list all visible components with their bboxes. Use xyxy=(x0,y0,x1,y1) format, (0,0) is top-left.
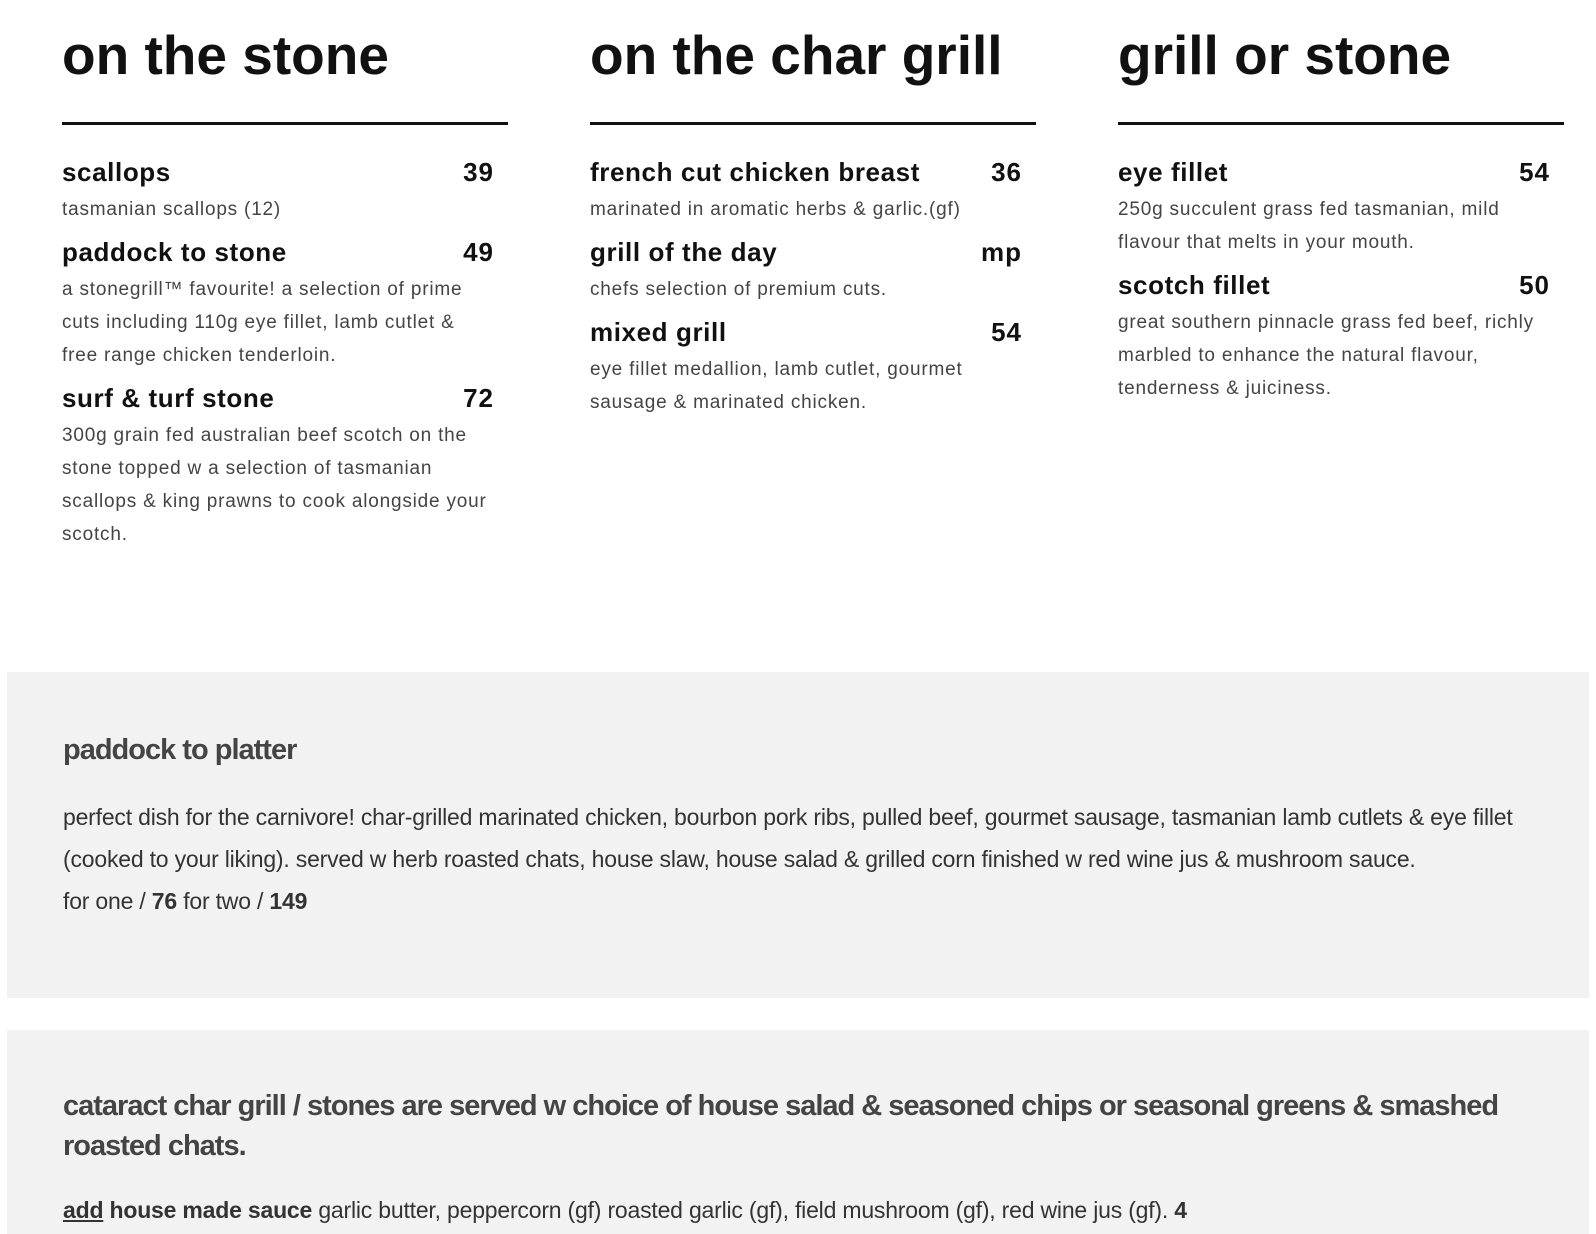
menu-column-on-the-char-grill xyxy=(590,18,1036,428)
price-one-label: for one / xyxy=(63,888,146,914)
menu-item xyxy=(590,155,1036,226)
menu-item xyxy=(1118,268,1564,405)
menu-item xyxy=(590,235,1036,306)
item-name: french cut chicken breast xyxy=(590,157,920,187)
item-description: 250g succulent grass fed tasmanian, mild flavour that melts in your mouth. xyxy=(1118,199,1500,253)
column-title: grill or stone xyxy=(1118,24,1452,86)
item-description: eye fillet medallion, lamb cutlet, gourmet sausage & marinated chicken. xyxy=(590,359,963,413)
platter-panel xyxy=(7,672,1589,998)
column-title: on the stone xyxy=(62,24,389,86)
item-price: 50 xyxy=(1519,270,1550,300)
sauce-price: 4 xyxy=(1174,1197,1187,1223)
item-price: 54 xyxy=(991,317,1022,347)
menu-column-grill-or-stone xyxy=(1118,18,1564,414)
item-price: mp xyxy=(981,237,1022,267)
menu-column-on-the-stone xyxy=(62,18,508,560)
price-two-value: 149 xyxy=(269,888,308,914)
item-name: grill of the day xyxy=(590,237,778,267)
menu-item xyxy=(590,315,1036,419)
item-price: 36 xyxy=(991,157,1022,187)
item-description: a stonegrill™ favourite! a selection of prime cuts including 110g eye fillet, lamb cutlet & free range chicken tenderloin. xyxy=(62,279,463,366)
item-price: 49 xyxy=(463,237,494,267)
price-two-label: for two / xyxy=(183,888,264,914)
sides-note-panel xyxy=(7,1030,1589,1234)
platter-description: perfect dish for the carnivore! char-grilled marinated chicken, bourbon pork ribs, pulled beef, gourmet sausage, tasmanian lamb cutlets & eye fillet (cooked to your liking). served w herb roasted chats, house slaw, house salad & grilled corn finished w red wine jus & mushroom sauce. xyxy=(63,804,1513,872)
menu-item xyxy=(62,235,508,372)
item-name: surf & turf stone xyxy=(62,383,275,413)
item-name: scallops xyxy=(62,157,171,187)
sauce-options: garlic butter, peppercorn (gf) roasted garlic (gf), field mushroom (gf), red wine jus (gf). xyxy=(318,1197,1169,1223)
add-sauce-link[interactable]: add xyxy=(63,1197,104,1223)
column-divider xyxy=(62,122,508,125)
sides-note-title: cataract char grill / stones are served w choice of house salad & seasoned chips or seasonal greens & smashed roasted chats. xyxy=(63,1090,1499,1162)
item-name: mixed grill xyxy=(590,317,727,347)
sauce-addon-line xyxy=(63,1190,1549,1230)
column-title: on the char grill xyxy=(590,24,1003,86)
item-name: paddock to stone xyxy=(62,237,287,267)
column-divider xyxy=(1118,122,1564,125)
item-price: 39 xyxy=(463,157,494,187)
price-one-value: 76 xyxy=(151,888,177,914)
item-name: eye fillet xyxy=(1118,157,1229,187)
menu-item xyxy=(62,381,508,551)
menu-item xyxy=(62,155,508,226)
item-price: 54 xyxy=(1519,157,1550,187)
item-description: great southern pinnacle grass fed beef, richly marbled to enhance the natural flavour, tenderness & juiciness. xyxy=(1118,312,1534,399)
platter-prices xyxy=(63,880,1549,922)
item-name: scotch fillet xyxy=(1118,270,1271,300)
item-description: marinated in aromatic herbs & garlic.(gf) xyxy=(590,199,961,220)
item-description: tasmanian scallops (12) xyxy=(62,199,282,220)
column-divider xyxy=(590,122,1036,125)
item-description: chefs selection of premium cuts. xyxy=(590,279,887,300)
menu-item xyxy=(1118,155,1564,259)
item-description: 300g grain fed australian beef scotch on the stone topped w a selection of tasmanian scallops & king prawns to cook alongside your scotch. xyxy=(62,425,487,545)
platter-title: paddock to platter xyxy=(63,734,297,766)
sauce-label: house made sauce xyxy=(109,1197,313,1223)
item-price: 72 xyxy=(463,383,494,413)
